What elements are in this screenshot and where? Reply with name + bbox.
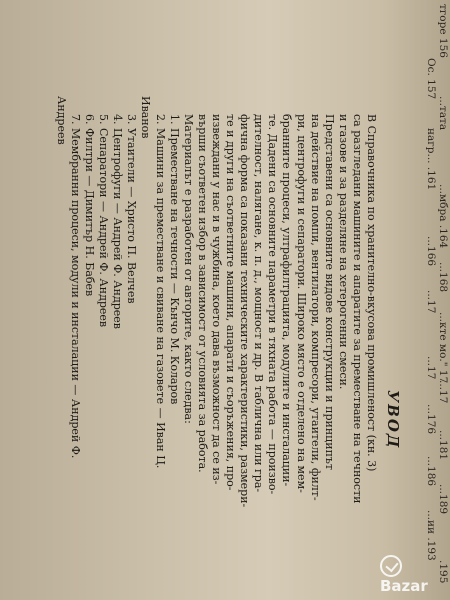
toc-entry: ...186 (425, 456, 437, 487)
bazar-logo-icon (380, 555, 402, 577)
paragraph-1 (336, 96, 378, 596)
toc-entry: ...17 (425, 356, 437, 380)
text-line: са разгледани машините и апаратите за преместване на течности (350, 114, 364, 504)
text-line: бранните процеси, ултрафилтрацията, модулите и инсталации- (280, 114, 294, 487)
text-line: ри, центрофуги и сепаратори. Широко място е отделено на мем- (294, 114, 308, 493)
text-line: фична форма са показани техническите характеристики, размери- (238, 114, 252, 508)
text-line: те и други на съответните машини, апарати и съоръжения, про- (224, 114, 238, 491)
introduction-text (54, 96, 378, 596)
toc-entry: Ос. 157 (425, 58, 437, 100)
toc-entry: нагр... .161 (425, 128, 437, 191)
author-item: 7. Мембранни процеси, модули и инсталации — Андрей Ф. (69, 114, 83, 459)
previous-toc-strip (410, 0, 450, 600)
text-line: извеждани у нас и в чужбина, което дава възможност да се из- (209, 114, 223, 485)
toc-entry: ...ии .193 (425, 510, 437, 561)
toc-entry: тгоре 156 (437, 4, 449, 58)
toc-entry: ...168 (437, 262, 449, 293)
watermark-text: Bazar (380, 577, 428, 595)
author-item: 1. Преместване на течности — Кънчо М. Коларов (167, 114, 181, 405)
toc-entry: ...кте мо." 17 (437, 312, 449, 384)
author-item: Андреев (54, 96, 68, 145)
author-item: 2. Машини за преместване и свиване на газовете — Иван Ц. (153, 114, 167, 469)
toc-entry: ...17 (437, 380, 449, 404)
bazar-watermark (380, 555, 450, 595)
author-item: 6. Филтри — Димитър Н. Бабев (83, 114, 97, 297)
toc-entry: ...166 (425, 236, 437, 267)
text-line: и газове и за разделяне на хетерогенни смеси. (336, 114, 350, 390)
paragraph-2 (195, 96, 336, 596)
toc-entry: ...176 (425, 404, 437, 435)
toc-entry: ...17 (425, 290, 437, 314)
toc-entry: ...189 (437, 484, 449, 515)
text-line: Представени са основните видове конструкции и принципът (322, 114, 336, 470)
toc-entry: ...мбра .164 (437, 184, 449, 249)
text-line: Материалът е разработен от авторите, както следва: (181, 114, 195, 424)
authors-list (54, 96, 181, 596)
text-line: дителност, налягане, к. п. д., мощност и др. В таблична или гра- (252, 114, 266, 493)
text-line: те. Дадени са основните параметри в тяхната работа — произво- (266, 114, 280, 495)
page-title: УВОД (384, 390, 402, 450)
toc-entry: .195 (437, 560, 449, 584)
paragraph-3 (181, 96, 195, 596)
author-item: Иванов (139, 96, 153, 139)
author-item: 4. Центрофуги — Андрей Ф. Андреев (111, 114, 125, 329)
author-item: 3. Утаители — Христо П. Велчев (125, 114, 139, 304)
text-line: В Справочника по хранително-вкусова промишленост (кн. 3) (365, 114, 378, 472)
text-line: върши съответен избор в зависимост от условията за работа. (195, 114, 209, 473)
author-item: 5. Сепаратори — Андрей Ф. Андреев (97, 114, 111, 328)
toc-entry: ...181 (437, 430, 449, 461)
text-line: на действие на помпи, вентилатори, компресори, утаители, филт- (308, 114, 322, 501)
toc-entry: ...тата (437, 96, 449, 131)
